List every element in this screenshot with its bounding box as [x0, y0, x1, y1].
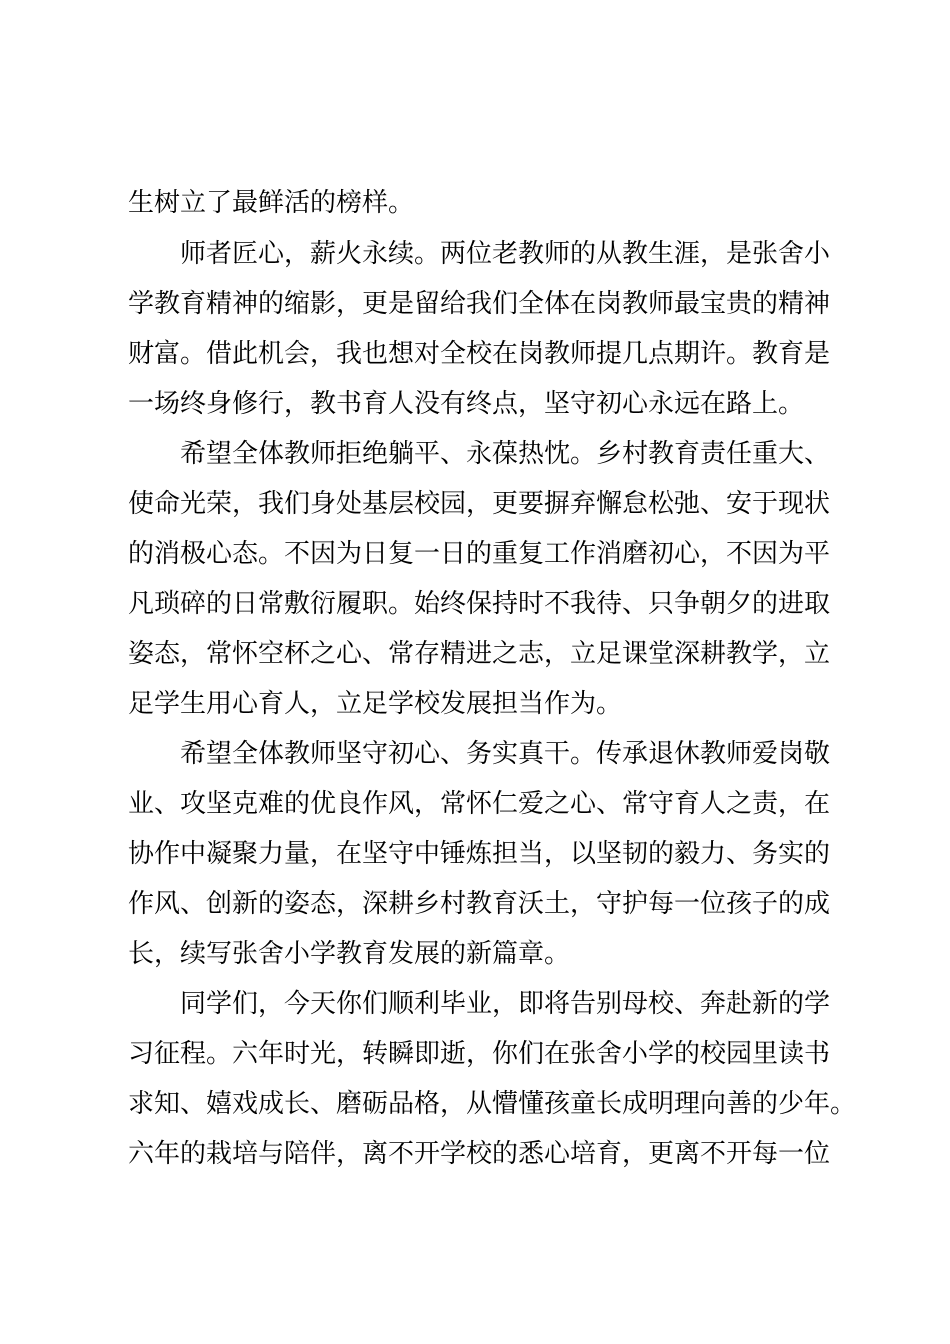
- text-line: 生树立了最鲜活的榜样。: [128, 188, 415, 218]
- text-line: 财富。借此机会，我也想对全校在岗教师提几点期许。教育是: [128, 339, 831, 369]
- text-line: 姿态，常怀空杯之心、常存精进之志，立足课堂深耕教学，立: [128, 639, 831, 669]
- paragraph-first-line: 师者匠心，薪火永续。两位老教师的从教生涯，是张舍小: [180, 239, 831, 269]
- text-line: 的消极心态。不因为日复一日的重复工作消磨初心，不因为平: [128, 539, 831, 569]
- text-line: 业、攻坚克难的优良作风，常怀仁爱之心、常守育人之责，在: [128, 789, 831, 819]
- text-line: 使命光荣，我们身处基层校园，更要摒弃懈怠松弛、安于现状: [128, 489, 831, 519]
- paragraph-first-line: 同学们，今天你们顺利毕业，即将告别母校、奔赴新的学: [180, 989, 831, 1019]
- text-line: 六年的栽培与陪伴，离不开学校的悉心培育，更离不开每一位: [128, 1139, 831, 1169]
- paragraph-first-line: 希望全体教师拒绝躺平、永葆热忱。乡村教育责任重大、: [180, 439, 831, 469]
- text-line: 长，续写张舍小学教育发展的新篇章。: [128, 939, 571, 969]
- text-line: 协作中凝聚力量，在坚守中锤炼担当，以坚韧的毅力、务实的: [128, 839, 831, 869]
- text-line: 一场终身修行，教书育人没有终点，坚守初心永远在路上。: [128, 389, 805, 419]
- text-line: 求知、嬉戏成长、磨砺品格，从懵懂孩童长成明理向善的少年。: [128, 1089, 857, 1119]
- text-line: 作风、创新的姿态，深耕乡村教育沃土，守护每一位孩子的成: [128, 889, 831, 919]
- text-line: 学教育精神的缩影，更是留给我们全体在岗教师最宝贵的精神: [128, 289, 831, 319]
- text-line: 凡琐碎的日常敷衍履职。始终保持时不我待、只争朝夕的进取: [128, 589, 831, 619]
- text-line: 足学生用心育人，立足学校发展担当作为。: [128, 689, 623, 719]
- text-line: 习征程。六年时光，转瞬即逝，你们在张舍小学的校园里读书: [128, 1039, 831, 1069]
- paragraph-first-line: 希望全体教师坚守初心、务实真干。传承退休教师爱岗敬: [180, 739, 831, 769]
